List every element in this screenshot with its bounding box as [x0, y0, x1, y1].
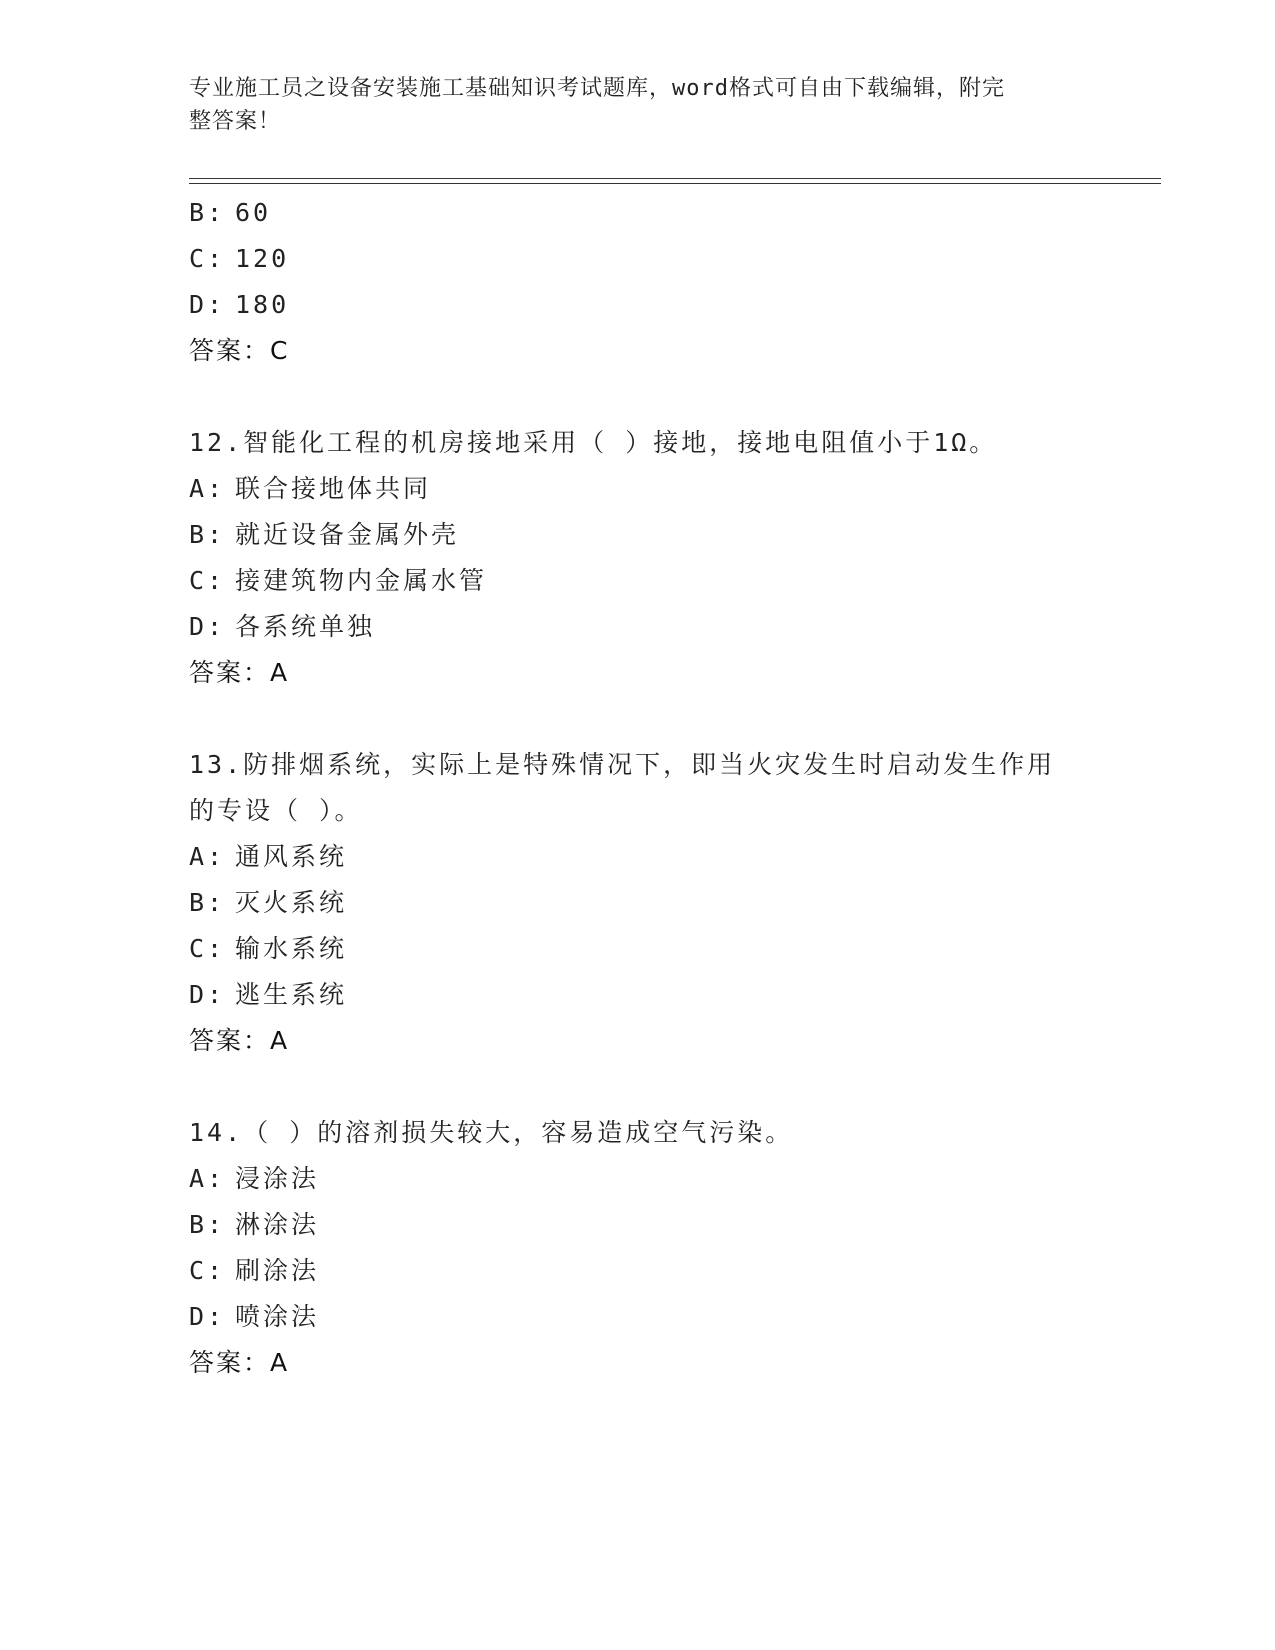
option-a [189, 834, 1089, 880]
spacer [189, 1064, 1089, 1110]
option-d [189, 604, 1089, 650]
option-text: 输水系统 [235, 934, 348, 963]
answer-line: 答案：A [189, 1348, 290, 1377]
option-letter: C: [189, 244, 226, 273]
option-text: 各系统单独 [235, 612, 376, 641]
option-text: 就近设备金属外壳 [235, 520, 460, 549]
option-d [189, 972, 1089, 1018]
option-text: 60 [235, 198, 272, 227]
question-stem: 14.（ ）的溶剂损失较大，容易造成空气污染。 [189, 1118, 794, 1147]
previous-question-options [189, 190, 1089, 374]
option-b [189, 880, 1089, 926]
question-12 [189, 420, 1089, 696]
question-stem-line-1: 13.防排烟系统，实际上是特殊情况下，即当火灾发生时启动发生作用 [189, 750, 1056, 779]
option-letter: A: [189, 1164, 226, 1193]
option-text: 浸涂法 [235, 1164, 320, 1193]
question-stem-line-2: 的专设（ ）。 [189, 796, 363, 825]
header-title-line-2: 整答案！ [189, 109, 282, 134]
option-letter: C: [189, 934, 226, 963]
option-text: 通风系统 [235, 842, 348, 871]
option-text: 喷涂法 [235, 1302, 320, 1331]
option-letter: B: [189, 1210, 226, 1239]
option-letter: C: [189, 566, 226, 595]
option-d [189, 282, 1089, 328]
option-letter: B: [189, 888, 226, 917]
option-letter: D: [189, 612, 226, 641]
spacer [189, 374, 1089, 420]
question-stem: 12.智能化工程的机房接地采用（ ）接地，接地电阻值小于1Ω。 [189, 428, 998, 457]
option-letter: B: [189, 520, 226, 549]
header-title-line-1: 专业施工员之设备安装施工基础知识考试题库，word格式可自由下载编辑，附完 [189, 76, 1005, 101]
option-c [189, 926, 1089, 972]
option-a [189, 466, 1089, 512]
option-c [189, 1248, 1089, 1294]
answer-line: 答案：A [189, 1026, 290, 1055]
option-letter: D: [189, 290, 226, 319]
option-d [189, 1294, 1089, 1340]
option-b [189, 512, 1089, 558]
option-text: 淋涂法 [235, 1210, 320, 1239]
option-letter: C: [189, 1256, 226, 1285]
option-b [189, 1202, 1089, 1248]
option-letter: A: [189, 842, 226, 871]
question-14 [189, 1110, 1089, 1386]
header-divider-bottom [189, 183, 1161, 184]
option-text: 刷涂法 [235, 1256, 320, 1285]
option-text: 接建筑物内金属水管 [235, 566, 488, 595]
option-text: 120 [235, 244, 290, 273]
document-header [189, 72, 1069, 138]
option-a [189, 1156, 1089, 1202]
option-letter: B: [189, 198, 226, 227]
header-divider-top [189, 178, 1161, 179]
question-content [189, 190, 1089, 1386]
answer-line: 答案：C [189, 336, 290, 365]
option-text: 逃生系统 [235, 980, 348, 1009]
option-letter: A: [189, 474, 226, 503]
option-text: 联合接地体共同 [235, 474, 432, 503]
option-letter: D: [189, 1302, 226, 1331]
option-c [189, 236, 1089, 282]
question-13 [189, 742, 1089, 1064]
answer-line: 答案：A [189, 658, 290, 687]
option-text: 灭火系统 [235, 888, 348, 917]
option-b [189, 190, 1089, 236]
spacer [189, 696, 1089, 742]
option-letter: D: [189, 980, 226, 1009]
option-text: 180 [235, 290, 290, 319]
option-c [189, 558, 1089, 604]
